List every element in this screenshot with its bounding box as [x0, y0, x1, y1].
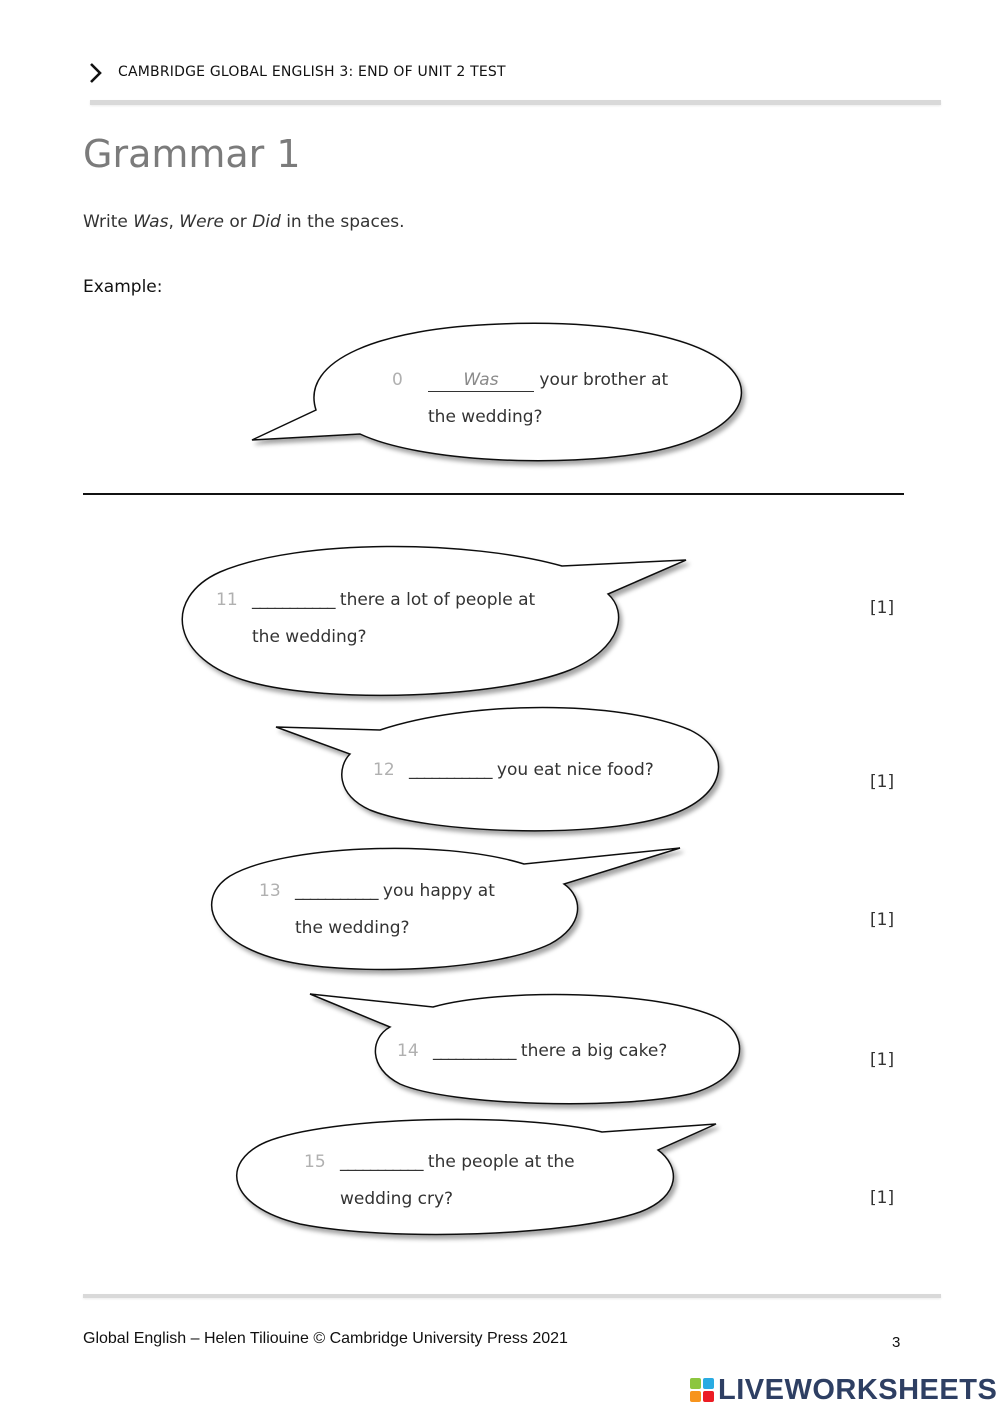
question-11: 11 ___________ there a lot of people at the wedding? — [216, 582, 535, 656]
footer-rule — [83, 1294, 941, 1298]
liveworksheets-logo-text: LIVEWORKSHEETS — [718, 1373, 998, 1406]
marks-label: [1] — [870, 910, 895, 930]
section-divider — [83, 493, 904, 495]
answer-blank[interactable]: ___________ — [252, 590, 335, 610]
answer-blank[interactable]: ___________ — [433, 1041, 516, 1061]
question-number: 11 — [216, 590, 238, 610]
header-title: CAMBRIDGE GLOBAL ENGLISH 3: END OF UNIT 2 TEST — [118, 64, 506, 80]
question-number: 0 — [392, 370, 403, 390]
example-question: 0 Was your brother at the wedding? — [392, 362, 668, 436]
example-label: Example: — [83, 277, 163, 297]
footer-credit: Global English – Helen Tiliouine © Cambridge University Press 2021 — [83, 1330, 568, 1347]
question-number: 14 — [397, 1041, 419, 1061]
question-13: 13 ___________ you happy at the wedding? — [259, 873, 495, 947]
marks-label: [1] — [870, 598, 895, 618]
page-number: 3 — [892, 1334, 901, 1351]
example-answer: Was — [428, 369, 534, 392]
liveworksheets-logo-icon — [690, 1378, 714, 1402]
question-12: 12 ___________ you eat nice food? — [373, 752, 654, 789]
marks-label: [1] — [870, 1188, 895, 1208]
answer-blank[interactable]: ___________ — [409, 760, 492, 780]
liveworksheets-logo[interactable] — [690, 1372, 997, 1408]
question-number: 12 — [373, 760, 395, 780]
question-15: 15 ___________ the people at the wedding cry? — [304, 1144, 575, 1218]
question-14: 14 ___________ there a big cake? — [397, 1033, 667, 1070]
answer-blank[interactable]: ___________ — [295, 881, 378, 901]
marks-label: [1] — [870, 772, 895, 792]
marks-label: [1] — [870, 1050, 895, 1070]
answer-blank[interactable]: ___________ — [340, 1152, 423, 1172]
instructions: Write Was, Were or Did in the spaces. — [83, 212, 405, 232]
question-number: 15 — [304, 1152, 326, 1172]
section-title: Grammar 1 — [83, 132, 301, 176]
question-number: 13 — [259, 881, 281, 901]
